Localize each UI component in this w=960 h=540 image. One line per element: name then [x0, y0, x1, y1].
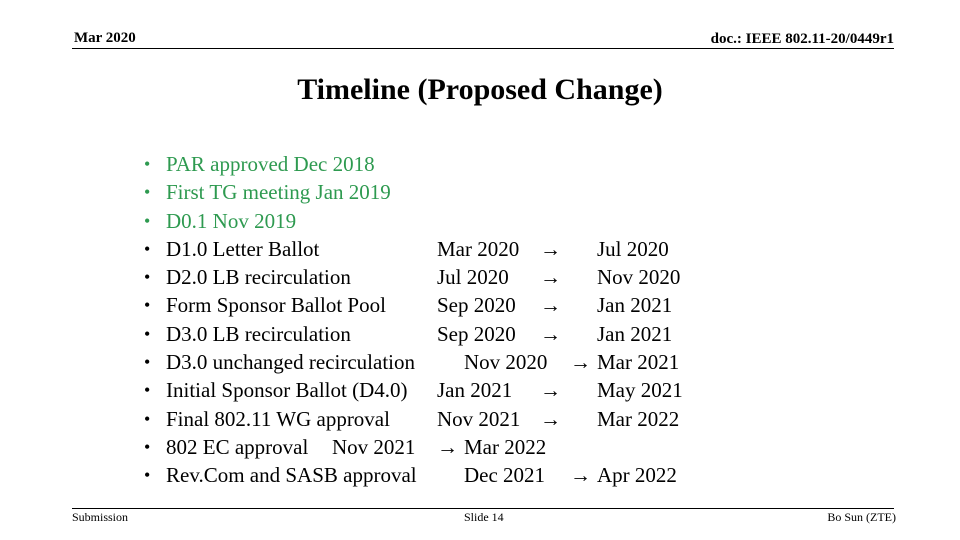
milestone-label: Form Sponsor Ballot Pool [166, 293, 386, 318]
list-item [0, 291, 960, 319]
footer-submission: Submission [72, 510, 129, 524]
arrow-icon: → [570, 350, 591, 375]
milestone-start: Sep 2020 [437, 293, 516, 318]
bullet-icon: • [144, 210, 151, 231]
milestone-end: Mar 2022 [597, 406, 680, 431]
milestone-text: PAR approved Dec 2018 [166, 152, 375, 176]
list-item [0, 461, 960, 489]
list-item [0, 433, 960, 461]
arrow-icon: → [570, 463, 591, 488]
arrow-icon: → [540, 265, 561, 290]
footer-author: Bo Sun (ZTE) [827, 510, 896, 524]
milestone-end: Mar 2022 [464, 434, 547, 459]
list-item [0, 405, 960, 433]
bullet-icon: • [144, 238, 151, 259]
milestone-label: D3.0 LB recirculation [166, 321, 351, 346]
milestone-end: May 2021 [597, 378, 683, 403]
arrow-icon: → [540, 236, 561, 261]
bullet-icon: • [144, 436, 151, 457]
list-item [0, 348, 960, 376]
timeline-list [0, 150, 960, 490]
milestone-label: D2.0 LB recirculation [166, 265, 351, 290]
milestone-end: Mar 2021 [597, 350, 680, 375]
header-divider [72, 48, 894, 49]
milestone-label: D3.0 unchanged recirculation [166, 350, 415, 375]
list-item [0, 235, 960, 263]
milestone-start: Nov 2020 [464, 350, 548, 375]
bullet-icon: • [144, 408, 151, 429]
bullet-icon: • [144, 295, 151, 316]
milestone-label: Initial Sponsor Ballot (D4.0) [166, 378, 408, 403]
milestone-start: Mar 2020 [437, 236, 520, 261]
slide-title: Timeline (Proposed Change) [297, 73, 663, 106]
footer-slide-number: Slide 14 [464, 510, 504, 524]
milestone-label: 802 EC approval [166, 434, 309, 459]
header-doc-id: doc.: IEEE 802.11-20/0449r1 [710, 31, 894, 47]
bullet-icon: • [144, 380, 151, 401]
list-item [0, 207, 960, 235]
milestone-start: Nov 2021 [332, 434, 416, 459]
arrow-icon: → [437, 434, 458, 459]
list-item [0, 263, 960, 291]
arrow-icon: → [540, 406, 561, 431]
milestone-start: Dec 2021 [464, 463, 546, 488]
milestone-label: Rev.Com and SASB approval [166, 463, 417, 488]
list-item [0, 320, 960, 348]
header-date: Mar 2020 [74, 30, 136, 46]
bullet-icon: • [144, 182, 151, 203]
milestone-end: Apr 2022 [597, 463, 677, 488]
milestone-end: Jan 2021 [597, 293, 673, 318]
milestone-start: Jan 2021 [437, 378, 513, 403]
bullet-icon: • [144, 323, 151, 344]
bullet-icon: • [144, 267, 151, 288]
bullet-icon: • [144, 352, 151, 373]
bullet-icon: • [144, 465, 151, 486]
milestone-label: Final 802.11 WG approval [166, 406, 390, 431]
list-item [0, 376, 960, 404]
milestone-end: Jan 2021 [597, 321, 673, 346]
milestone-label: D1.0 Letter Ballot [166, 236, 320, 261]
footer-divider [72, 508, 894, 509]
milestone-text: D0.1 Nov 2019 [166, 208, 297, 233]
milestone-end: Nov 2020 [597, 265, 681, 290]
list-item [0, 150, 960, 178]
arrow-icon: → [540, 293, 561, 318]
milestone-start: Jul 2020 [437, 265, 509, 290]
milestone-start: Sep 2020 [437, 321, 516, 346]
milestone-end: Jul 2020 [597, 236, 669, 261]
bullet-icon: • [144, 154, 151, 174]
milestone-start: Nov 2021 [437, 406, 521, 431]
milestone-text: First TG meeting Jan 2019 [166, 180, 391, 205]
list-item [0, 178, 960, 206]
arrow-icon: → [540, 321, 561, 346]
arrow-icon: → [540, 378, 561, 403]
